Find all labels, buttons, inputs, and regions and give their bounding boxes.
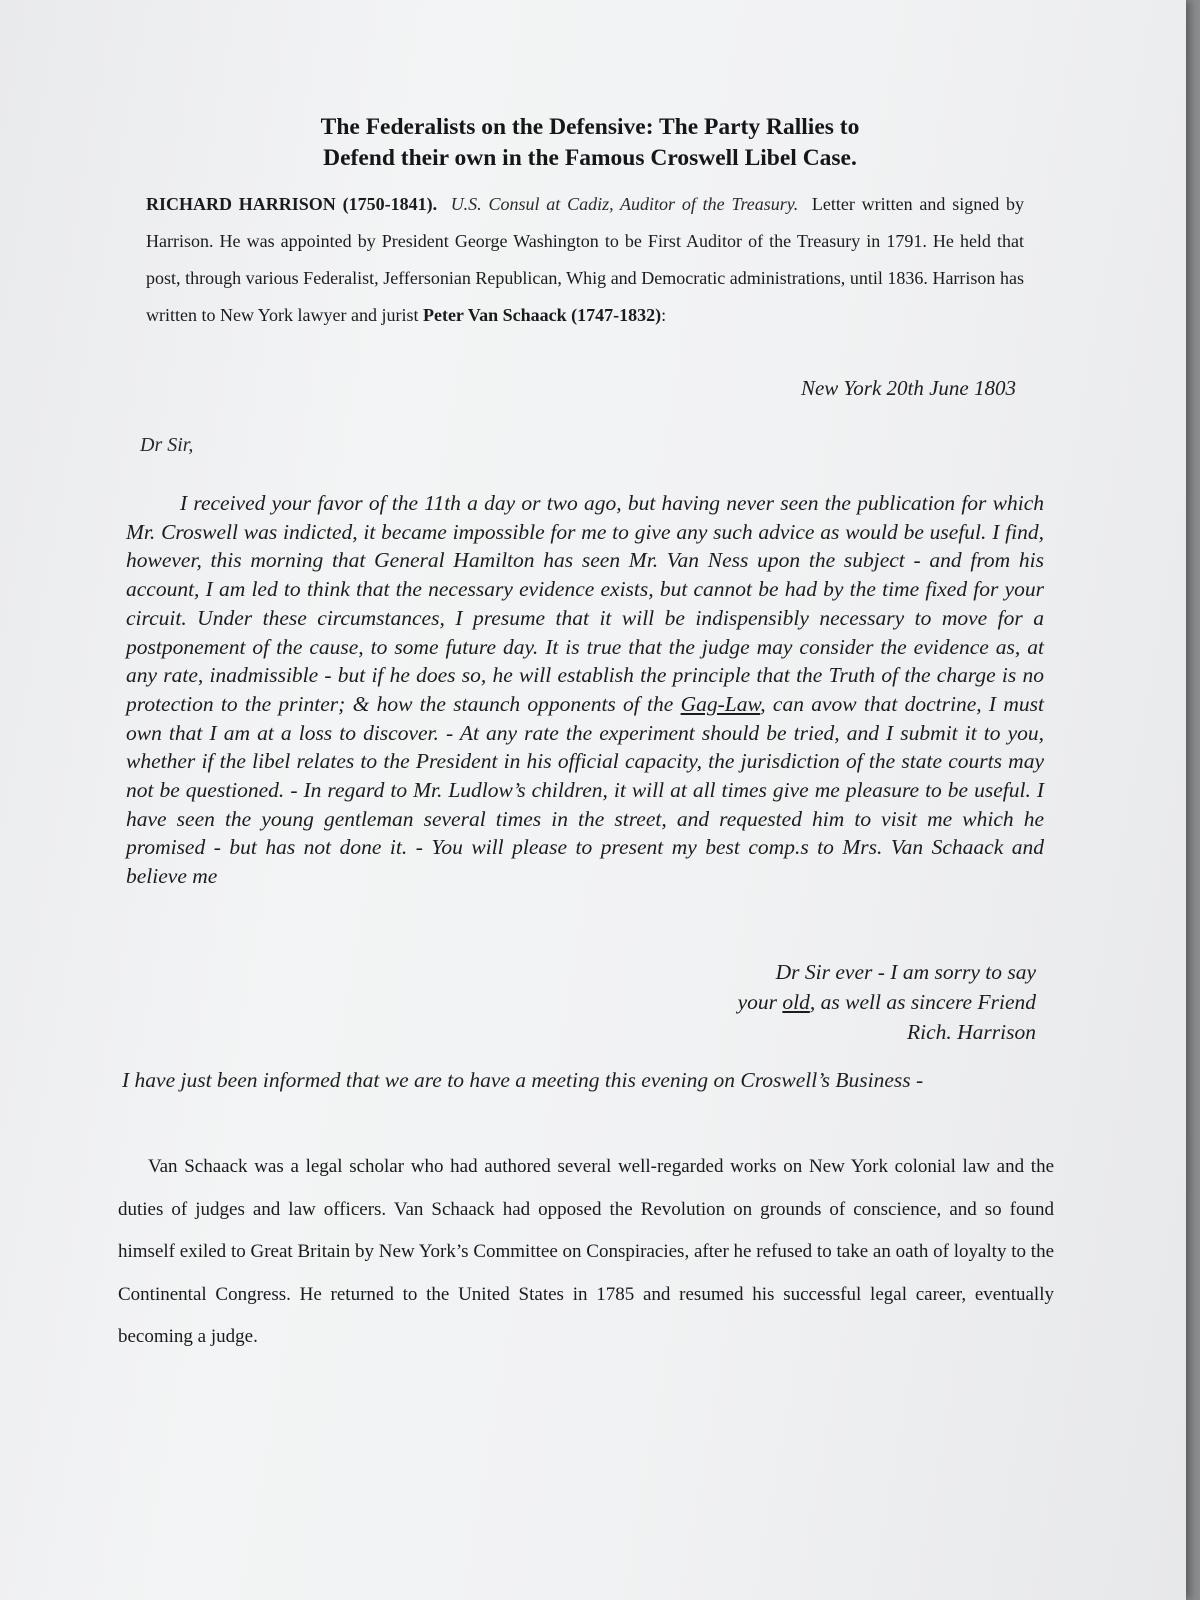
closing-line-2	[738, 987, 1036, 1017]
closing-line-1: Dr Sir ever - I am sorry to say	[775, 960, 1036, 984]
author-role: U.S. Consul at Cadiz, Auditor of the Treasury.	[450, 194, 799, 214]
intro-paragraph	[146, 186, 1024, 334]
letter-closing	[738, 957, 1036, 1047]
author-name: RICHARD HARRISON (1750-1841).	[146, 194, 438, 214]
title-line-2: Defend their own in the Famous Croswell Libel Case.	[323, 145, 857, 171]
signature: Rich. Harrison	[907, 1020, 1036, 1044]
letter-body	[126, 489, 1044, 891]
letter-body-text-a: I received your favor of the 11th a day or two ago, but having never seen the publication for which Mr. Croswell was indicted, it became impossible for me to give any such advice as would be useful. I find, however, this morning that General Hamilton has seen Mr. Van Ness upon the subject - and from his account, I am led to think that the necessary evidence exists, but cannot be had by the time fixed for your circuit. Under these circumstances, I presume that it will be indispensibly necessary to move for a postponement of the cause, to some future day. It is true that the judge may consider the evidence as, at any rate, inadmissible - but if he does so, he will establish the principle that the Truth of the charge is no protection to the printer; & how the staunch opponents of the	[126, 491, 1044, 716]
letter-salutation: Dr Sir,	[140, 434, 194, 456]
letter-dateline: New York 20th June 1803	[800, 376, 1016, 400]
gag-law-underlined: Gag-Law	[680, 691, 761, 716]
title-line-1: The Federalists on the Defensive: The Party Rallies to	[320, 114, 860, 140]
closing-line-2-a: your	[737, 990, 783, 1014]
intro-text: Letter written and signed by Harrison. He was appointed by President George Washington to be First Auditor of the Treasury in 1791. He held that post, through various Federalist, Jeffersonian Republican, Whig and Democratic administrations, until 1836. Harrison has written to New York lawyer and jurist	[146, 194, 1025, 325]
recipient-name: Peter Van Schaack (1747-1832)	[422, 305, 662, 325]
intro-end-punct: :	[661, 305, 667, 325]
old-underlined: old	[782, 990, 810, 1014]
page-title	[120, 112, 1060, 174]
letter-postscript: I have just been informed that we are to have a meeting this evening on Croswell’s Business -	[122, 1068, 924, 1092]
commentary-paragraph: Van Schaack was a legal scholar who had authored several well-regarded works on New York colonial law and the duties of judges and law officers. Van Schaack had opposed the Revolution on grounds of conscience, and so found himself exiled to Great Britain by New York’s Committee on Conspiracies, after he refused to take an oath of loyalty to the Continental Congress. He returned to the United States in 1785 and resumed his successful legal career, eventually becoming a judge.	[118, 1156, 1054, 1347]
letter-body-text-b: , can avow that doctrine, I must own that I am at a loss to discover. - At any rate the experiment should be tried, and I submit it to you, whether if the libel relates to the President in his official capacity, the jurisdiction of the state courts may not be questioned. - In regard to Mr. Ludlow’s children, it will at all times give me pleasure to be useful. I have seen the young gentleman several times in the street, and requested him to visit me which he promised - but has not done it. - You will please to present my best comp.s to Mrs. Van Schaack and believe me	[126, 691, 1044, 889]
closing-line-2-b: , as well as sincere Friend	[809, 990, 1036, 1014]
